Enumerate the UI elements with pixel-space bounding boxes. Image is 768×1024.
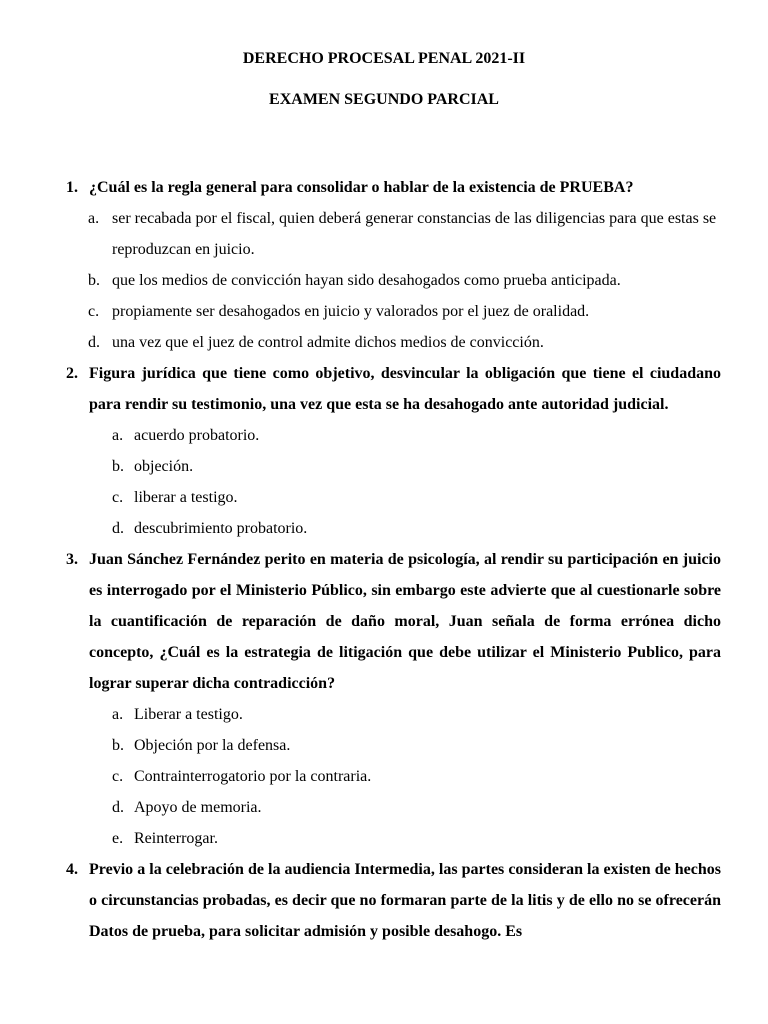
option-text: Liberar a testigo. [134,706,243,723]
option-text: propiamente ser desahogados en juicio y valorados por el juez de oralidad. [112,303,590,320]
option-item [66,730,721,761]
question-list [66,172,721,947]
document-title: DERECHO PROCESAL PENAL 2021-II [242,50,526,67]
document-subtitle: EXAMEN SEGUNDO PARCIAL [269,91,499,108]
option-list [66,699,721,854]
question-3 [66,544,721,854]
option-item [66,327,721,358]
option-list [66,420,721,544]
option-letter: a. [112,706,124,723]
option-text: acuerdo probatorio. [134,427,260,444]
option-text: descubrimiento probatorio. [134,520,308,537]
option-text: ser recabada por el fiscal, quien deberá generar constancias de las diligencias para que estas se reproduzcan en juicio. [112,210,717,258]
option-letter: b. [112,458,124,475]
question-number: 2. [66,365,78,382]
option-text: objeción. [134,458,194,475]
option-letter: e. [112,830,124,847]
option-item [66,699,721,730]
option-letter: b. [88,272,100,289]
question-text: Juan Sánchez Fernández perito en materia de psicología, al rendir su participación en juicio es interrogado por el Ministerio Público, sin embargo este advierte que al cuestionarle sobre la cuantificación de reparación de daño moral, Juan señala de forma errónea dicho concepto, ¿Cuál es la estrategia de litigación que debe utilizar el Ministerio Publico, para lograr superar dicha contradicción? [89,551,721,692]
option-text: liberar a testigo. [134,489,238,506]
option-item [66,451,721,482]
option-text: una vez que el juez de control admite dichos medios de convicción. [112,334,544,351]
option-letter: c. [88,303,100,320]
option-text: Reinterrogar. [134,830,218,847]
question-text: Figura jurídica que tiene como objetivo, desvincular la obligación que tiene el ciudadano para rendir su testimonio, una vez que esta se ha desahogado ante autoridad judicial. [89,365,721,413]
option-item [66,296,721,327]
question-number: 4. [66,861,78,878]
option-item [66,265,721,296]
option-letter: c. [112,489,124,506]
option-text: que los medios de convicción hayan sido desahogados como prueba anticipada. [112,272,621,289]
option-text: Contrainterrogatorio por la contraria. [134,768,372,785]
question-number: 3. [66,551,78,568]
option-letter: c. [112,768,124,785]
option-text: Objeción por la defensa. [134,737,291,754]
question-number: 1. [66,179,78,196]
option-item [66,792,721,823]
option-text: Apoyo de memoria. [134,799,262,816]
question-1 [66,172,721,358]
option-letter: d. [88,334,100,351]
option-item [66,513,721,544]
question-text: Previo a la celebración de la audiencia Intermedia, las partes consideran la existen de hechos o circunstancias probadas, es decir que no formaran parte de la litis y de ello no se ofrecerán Datos de prueba, para solicitar admisión y posible desahogo. Es [89,861,721,940]
option-letter: a. [112,427,124,444]
option-item [66,420,721,451]
option-item [66,482,721,513]
option-item [66,823,721,854]
option-item [66,203,721,265]
option-letter: a. [88,210,100,227]
question-text: ¿Cuál es la regla general para consolidar o hablar de la existencia de PRUEBA? [89,179,634,196]
option-letter: b. [112,737,124,754]
option-item [66,761,721,792]
question-2 [66,358,721,544]
option-list [66,203,721,358]
option-letter: d. [112,520,124,537]
question-4 [66,854,721,947]
option-letter: d. [112,799,124,816]
